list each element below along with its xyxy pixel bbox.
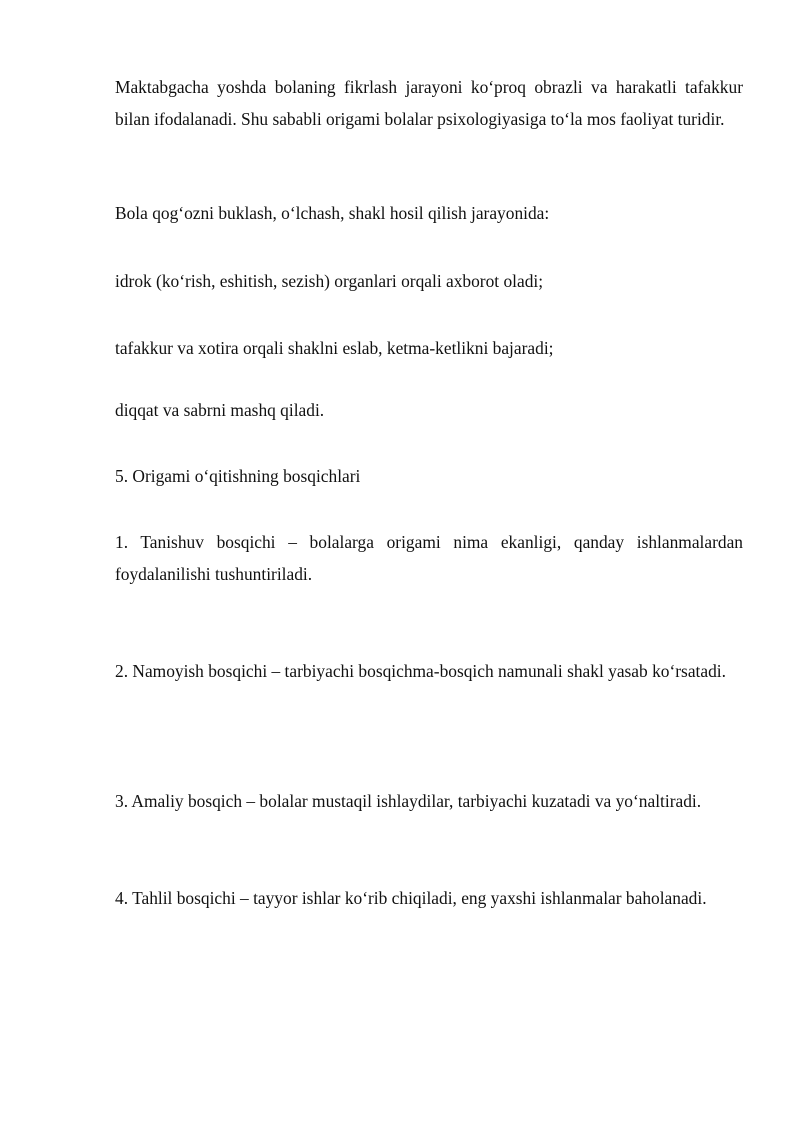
- thinking-memory-line: tafakkur va xotira orqali shaklni eslab, ketma-ketlikni bajaradi;: [115, 338, 554, 358]
- section-heading: 5. Origami o‘qitishning bosqichlari: [115, 466, 361, 486]
- stage-1-paragraph: 1. Tanishuv bosqichi – bolalarga origami nima ekanligi, qanday ishlanmalardan foydalanilishi tushuntiriladi.: [115, 532, 743, 584]
- perception-line: idrok (ko‘rish, eshitish, sezish) organlari orqali axborot oladi;: [115, 271, 544, 291]
- stage-2-paragraph: 2. Namoyish bosqichi – tarbiyachi bosqichma-bosqich namunali shakl yasab ko‘rsatadi.: [115, 661, 726, 681]
- stage-4-paragraph: 4. Tahlil bosqichi – tayyor ishlar ko‘rib chiqiladi, eng yaxshi ishlanmalar baholanadi.: [115, 888, 707, 908]
- stage-3-paragraph: 3. Amaliy bosqich – bolalar mustaqil ishlaydilar, tarbiyachi kuzatadi va yo‘naltiradi.: [115, 791, 702, 811]
- intro-paragraph: Maktabgacha yoshda bolaning fikrlash jarayoni ko‘proq obrazli va harakatli tafakkur bilan ifodalanadi. Shu sababli origami bolalar psixologiyasiga to‘la mos faoliyat turidir.: [115, 77, 743, 129]
- process-intro-line: Bola qog‘ozni buklash, o‘lchash, shakl hosil qilish jarayonida:: [115, 203, 550, 223]
- attention-line: diqqat va sabrni mashq qiladi.: [115, 400, 325, 420]
